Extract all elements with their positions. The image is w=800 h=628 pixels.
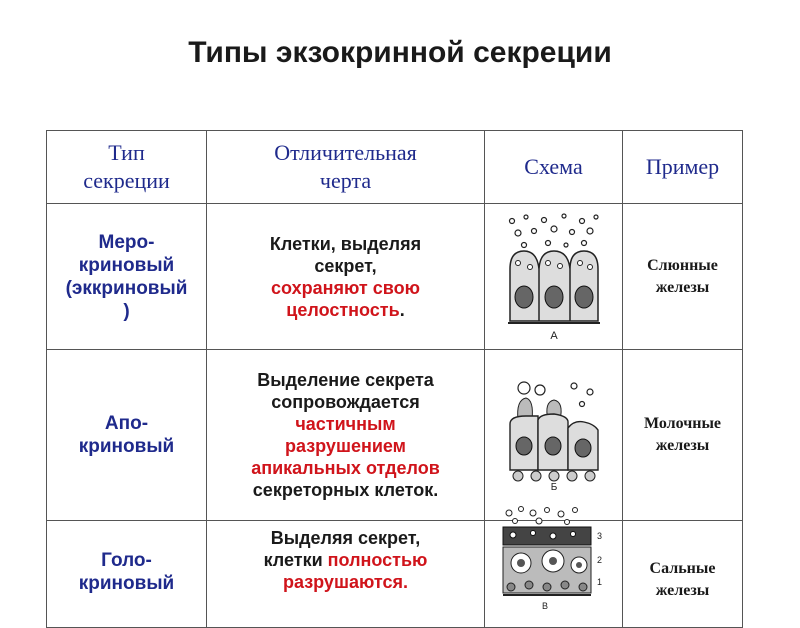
feature-cell: Выделение секрета сопровождается частичным разрушением апикальных отделов секреторных клеток. [207, 350, 485, 521]
table-row [47, 521, 743, 628]
holocrine-cell-diagram [499, 505, 609, 613]
header-row [47, 131, 743, 204]
scheme-number: 3 [596, 531, 602, 541]
example-cell: Сальные железы [623, 521, 743, 628]
header-type: Тип секреции [47, 131, 207, 204]
header-scheme: Схема [485, 131, 623, 204]
type-cell: Меро- криновый (эккриновый ) [47, 204, 207, 350]
scheme-label: В [541, 601, 548, 611]
scheme-number: 2 [596, 555, 602, 565]
scheme-cell [485, 204, 623, 350]
scheme-label: Б [550, 482, 557, 490]
header-feature: Отличительная черта [207, 131, 485, 204]
merocrine-cell-diagram [504, 211, 604, 343]
header-example: Пример [623, 131, 743, 204]
table-row [47, 350, 743, 521]
scheme-number: 1 [596, 577, 602, 587]
type-cell: Голо- криновый [47, 521, 207, 628]
secretion-table [46, 130, 743, 628]
scheme-cell [485, 521, 623, 628]
scheme-cell [485, 350, 623, 521]
feature-cell: Клетки, выделяя секрет, сохраняют свою целостность. [207, 204, 485, 350]
feature-cell: Выделяя секрет, клетки полностью разрушаются. [207, 521, 485, 628]
slide-title: Типы экзокринной секреции [188, 36, 612, 69]
example-cell: Молочные железы [623, 350, 743, 521]
type-cell: Апо- криновый [47, 350, 207, 521]
apocrine-cell-diagram [504, 380, 604, 490]
table-row [47, 204, 743, 350]
scheme-label: А [549, 329, 558, 342]
example-cell: Слюнные железы [623, 204, 743, 350]
